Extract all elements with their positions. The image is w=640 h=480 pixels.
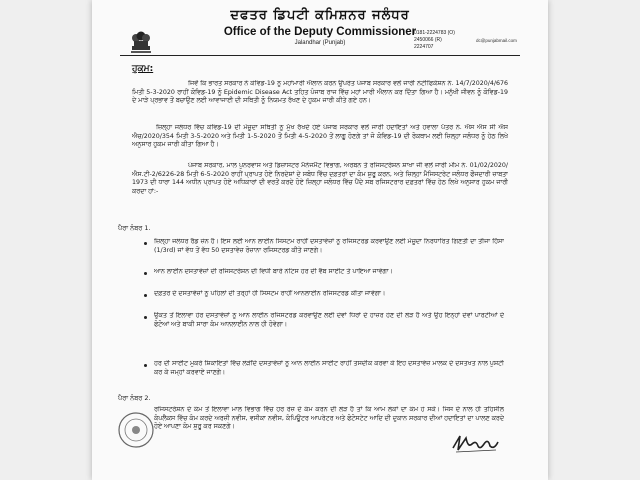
signature-icon xyxy=(450,430,502,456)
office-title-english: Office of the Deputy Commissioner xyxy=(223,26,417,38)
office-city: Jalandhar (Punjab) xyxy=(294,40,346,46)
office-email: dc@punjabmail.com xyxy=(476,38,517,43)
phone-residence: 2450066 (R) xyxy=(414,37,442,43)
office-title-punjabi: ਦਫਤਰ ਡਿਪਟੀ ਕਮਿਸ਼ਨਰ ਜਲੰਧਰ xyxy=(230,8,410,23)
office-seal-icon xyxy=(116,410,156,450)
para2-label: ਪੈਰਾ ਨੰਬਰ 2. xyxy=(118,394,151,402)
intro-paragraph-3: ਪੰਜਾਬ ਸਰਕਾਰ, ਮਾਲ ਪੁਨਰਵਾਸ ਅਤੇ ਡਿਜ਼ਾਸਟਰ ਮੈਨੇਜਮੈਂਟ ਵਿਭਾਗ, ਅਰਬਨ ਤੇ ਰਜਿਸਟਰੇਸ਼ਨ ਸ਼ਾਖਾ ਜੀ ਵਲੋਂ ਜਾਰੀ ਮੀਮੋ ਨੰ. 01/02/2020/ਐਸ.ਟੀ-2/6226-28 ਮਿਤੀ 6-5-2020 ਰਾਹੀਂ ਪ੍ਰਾਪਤ ਹੋਏ ਨਿਰਦੇਸ਼ਾਂ ਦੇ ਸਬੰਧ ਵਿੱਚ ਦਫ਼ਤਰਾਂ ਦਾ ਕੰਮ ਸ਼ੁਰੂ ਕਰਨ, ਅਤੇ ਜ਼ਿਲ੍ਹਾ ਮੈਜਿਸਟਰੇਟ ਜਲੰਧਰ ਫੌਜਦਾਰੀ ਜ਼ਾਬਤਾ 1973 ਦੀ ਧਾਰਾ 144 ਅਧੀਨ ਪ੍ਰਾਪਤ ਹੋਏ ਅਧਿਕਾਰਾਂ ਦੀ ਵਰਤੋਂ ਕਰਦੇ ਹੋਏ ਜ਼ਿਲ੍ਹਾ ਜਲੰਧਰ ਵਿੱਚ ਪੈਂਦੇ ਸਬ ਰਜਿਸਟਰਾਰ ਦਫ਼ਤਰਾਂ ਵਿੱਚ ਹੇਠ ਲਿਖੇ ਅਨੁਸਾਰ ਹੁਕਮ ਜਾਰੀ ਕਰਦਾ ਹਾਂ:- xyxy=(132,162,508,195)
bullet-marker xyxy=(144,294,147,297)
bullet-item-4: ਉਕਤ ਤੋਂ ਇਲਾਵਾ ਹੋਰ ਦਸਤਾਵੇਜ਼ਾਂ ਨੂੰ ਆਨ ਲਾਈਨ ਰਜਿਸਟਰਡ ਕਰਵਾਉਣ ਲਈ ਦੋਵਾਂ ਧਿਰਾਂ ਦੇ ਹਾਜ਼ਰ ਹੋਣ ਦੀ ਲੋੜ ਹੈ ਅਤੇ ਉਹ ਇਨ੍ਹਾਂ ਦੋਵਾਂ ਪਾਰਟੀਆਂ ਦੇ ਫੋਟੋਆਂ ਅਤੇ ਬਾਕੀ ਸਾਰਾ ਕੰਮ ਆਨਲਾਈਨ ਨਾਲ ਹੀ ਹੋਵੇਗਾ। xyxy=(154,312,504,328)
bullet-marker xyxy=(144,316,147,319)
order-heading: ਹੁਕਮ: xyxy=(132,64,154,74)
intro-paragraph-1: ਜਿਵੇਂ ਕਿ ਭਾਰਤ ਸਰਕਾਰ ਨੇ ਕੋਵਿਡ-19 ਨੂੰ ਮਹਾਂਮਾਰੀ ਐਲਾਨ ਕਰਨ ਉਪਰੰਤ ਪੰਜਾਬ ਸਰਕਾਰ ਵਲੋਂ ਜਾਰੀ ਨੋਟੀਫਿਕੇਸ਼ਨ ਨੰ. 14/7/2020/4/676 ਮਿਤੀ 5-3-2020 ਰਾਹੀਂ ਕੋਵਿਡ-19 ਨੂੰ Epidemic Disease Act ਤਹਿਤ ਪੰਜਾਬ ਰਾਜ ਵਿੱਚ ਮਹਾਂ ਮਾਰੀ ਐਲਾਨ ਕਰ ਦਿੱਤਾ ਗਿਆ ਹੈ। ਮਨੁੱਖੀ ਜੀਵਨ ਨੂੰ ਕੋਵਿਡ-19 ਦੇ ਮਾੜੇ ਪ੍ਰਭਾਵ ਤੋਂ ਬਚਾਉਣ ਲਈ ਆਵਾਜਾਈ ਦੀ ਸਥਿਤੀ ਨੂੰ ਨਿਯਮਤ ਰੱਖਣ ਦੇ ਹੁਕਮ ਜਾਰੀ ਕੀਤੇ ਗਏ ਹਨ। xyxy=(132,80,508,105)
phone-office: 0181-2224783 (O) xyxy=(414,30,455,36)
document-page xyxy=(92,0,548,480)
para1-label: ਪੈਰਾ ਨੰਬਰ 1. xyxy=(118,224,151,232)
bullet-marker xyxy=(144,242,147,245)
bullet-item-5: ਹਰ ਦੀ ਸਾਈਟ ਮੁਕਰੇ ਸ਼ਿਕਾਇਤਾਂ ਵਿੱਚ ਲੋੜੀਂਦੇ ਦਸਤਾਵੇਜ਼ਾਂ ਨੂੰ ਆਨ ਲਾਈਨ ਸਾਈਟ ਰਾਹੀਂ ਤਸਦੀਕ ਕਰਵਾ ਕੇ ਇਹ ਦਸਤਾਵੇਜ਼ ਮਾਲਕ ਦੇ ਦਸਤਖਤ ਨਾਲ ਪੁਸ਼ਟੀ ਕਰ ਕੇ ਜਮ੍ਹਾਂ ਕਰਵਾਏ ਜਾਣਗੇ। xyxy=(154,360,504,376)
bullet-item-2: ਆਨ ਲਾਈਨ ਦਸਤਾਵੇਜ਼ਾਂ ਦੀ ਰਜਿਸਟਰੇਸ਼ਨ ਦੀ ਵਿਧੀ ਬਾਰੇ ਨੋਟਿਸ ਹਰ ਦੀ ਵੈਬ ਸਾਈਟ ਤੇ ਪਾਇਆ ਜਾਵੇਗਾ। xyxy=(154,268,393,275)
bullet-marker xyxy=(144,272,147,275)
header-divider xyxy=(120,55,520,56)
para2-text: ਰਜਿਸਟਰੇਸ਼ਨ ਦੇ ਕੰਮ ਤੋਂ ਇਲਾਵਾ ਮਾਲ ਵਿਭਾਗ ਵਿੱਚ ਹਰ ਰੋਜ਼ ਦੇ ਕੰਮ ਕਰਨ ਦੀ ਲੋੜ ਹੈ ਤਾਂ ਕਿ ਆਮ ਲੋਕਾਂ ਦਾ ਕੰਮ ਹੋ ਸਕੇ। ਜਿਸ ਦੇ ਨਾਲ ਹੀ ਤਹਿਸੀਲ ਕੰਪਲੈਕਸ ਵਿੱਚ ਕੰਮ ਕਰਦੇ ਅਰਜ਼ੀ ਨਵੀਸ, ਵਸੀਕਾ ਨਵੀਸ, ਕੰਪਿਊਟਰ ਆਪਰੇਟਰ ਅਤੇ ਫੋਟੋਸਟੇਟ ਆਦਿ ਦੀ ਦੁਕਾਨ ਸਰਕਾਰ ਦੀਆਂ ਹਦਾਇਤਾਂ ਦਾ ਪਾਲਣ ਕਰਦੇ ਹੋਏ ਆਪਣਾ ਕੰਮ ਸ਼ੁਰੂ ਕਰ ਸਕਣਗੇ। xyxy=(154,406,504,431)
contact-numbers xyxy=(414,30,455,51)
bullet-item-3: ਦਫ਼ਤਰ ਦੇ ਦਸਤਾਵੇਜ਼ਾਂ ਨੂੰ ਪਹਿਲਾਂ ਦੀ ਤਰ੍ਹਾਂ ਹੀ ਸਿਸਟਮ ਰਾਹੀਂ ਆਨਲਾਈਨ ਰਜਿਸਟਰਡ ਕੀਤਾ ਜਾਵੇਗਾ। xyxy=(154,290,386,297)
bullet-item-1: ਜ਼ਿਲ੍ਹਾ ਜਲੰਧਰ ਰੈਡ ਜ਼ੋਨ ਹੈ। ਇਸ ਲਈ ਆਨ ਲਾਈਨ ਸਿਸਟਮ ਰਾਹੀਂ ਦਸਤਾਵੇਜ਼ਾਂ ਨੂੰ ਰਜਿਸਟਰਡ ਕਰਵਾਉਣ ਲਈ ਮੌਜੂਦਾ ਨਿਰਧਾਰਿਤ ਗਿਣਤੀ ਦਾ ਤੀਜਾ ਹਿੱਸਾ (1/3rd) ਜਾਂ ਵੱਧ ਤੋਂ ਵੱਧ 50 ਦਸਤਾਵੇਜ਼ ਰੋਜ਼ਾਨਾ ਰਜਿਸਟਰਡ ਕੀਤੇ ਜਾਣਗੇ। xyxy=(154,238,504,254)
fax-number: 2224707 xyxy=(414,44,434,50)
bullet-marker xyxy=(144,364,147,367)
intro-paragraph-2: ਜ਼ਿਲ੍ਹਾ ਜਲੰਧਰ ਵਿੱਚ ਕੋਵਿਡ-19 ਦੀ ਮੌਜੂਦਾ ਸਥਿਤੀ ਨੂੰ ਮੁੱਖ ਰੱਖਦੇ ਹੋਏ ਪੰਜਾਬ ਸਰਕਾਰ ਵਲੋਂ ਜਾਰੀ ਹਦਾਇਤਾਂ ਅਤੇ ਹਵਾਲਾ ਪੱਤਰ ਨੰ. ਐਸ ਐਸ ਸੀ ਐਸ ਐਚ/2020/354 ਮਿਤੀ 3-5-2020 ਅਤੇ ਮਿਤੀ 1-5-2020 ਤੋਂ ਮਿਤੀ 4-5-2020 ਤੋਂ ਲਾਗੂ ਹੋਣਗੇ ਤਾਂ ਜੋ ਕੋਵਿਡ-19 ਦੀ ਰੋਕਥਾਮ ਲਈ ਜ਼ਿਲ੍ਹਾ ਜਲੰਧਰ ਨੂੰ ਹੇਠ ਲਿਖੇ ਅਨੁਸਾਰ ਹੁਕਮ ਜਾਰੀ ਕੀਤਾ ਗਿਆ ਹੈ। xyxy=(132,124,508,149)
